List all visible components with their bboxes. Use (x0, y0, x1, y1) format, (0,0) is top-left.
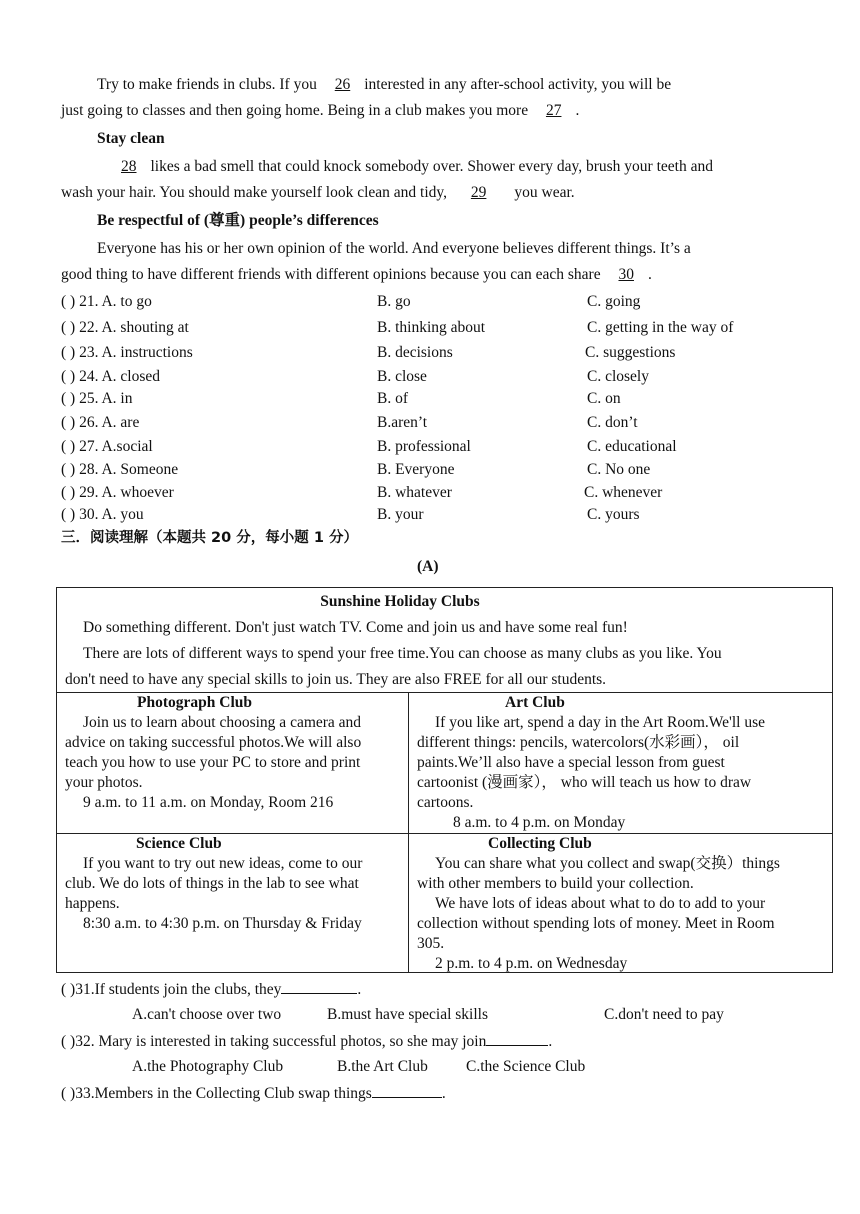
option-b: B. professional (377, 438, 471, 455)
question-stem: ( ) 25. A. in (61, 390, 133, 407)
option-c: C. closely (587, 368, 649, 385)
option-a: A.can't choose over two (132, 1006, 282, 1023)
ad-intro-line: Do something different. Don't just watch TV. Come and join us and have some real fun! (83, 619, 628, 636)
answer-blank (281, 979, 357, 994)
question-stem: ( ) 23. A. instructions (61, 344, 193, 361)
option-b: B. thinking about (377, 319, 486, 336)
option-b: B. of (377, 390, 408, 407)
option-b: B. Everyone (377, 461, 455, 478)
club-text: advice on taking successful photos.We will also (65, 734, 362, 751)
club-text: different things: pencils, watercolors(水彩画）， oil (417, 734, 740, 751)
table-column-divider (408, 692, 409, 972)
question-stem: ( )32. Mary is interested in taking successful photos, so she may join (61, 1033, 487, 1050)
question-stem: ( ) 26. A. are (61, 414, 140, 431)
option-c: C.the Science Club (466, 1058, 586, 1075)
passage-text: Try to make friends in clubs. If you (97, 76, 321, 93)
club-text: teach you how to use your PC to store and print (65, 754, 361, 771)
blank-26: 26 (334, 76, 351, 93)
blank-27: 27 (545, 102, 562, 119)
option-b: B. close (377, 368, 427, 385)
collecting-club-cell (417, 834, 831, 974)
club-text: happens. (65, 895, 120, 912)
option-c: C. whenever (584, 484, 663, 501)
club-text: club. We do lots of things in the lab to see what (65, 875, 359, 892)
option-b: B. whatever (377, 484, 452, 501)
club-text: your photos. (65, 774, 143, 791)
question-stem: ( ) 22. A. shouting at (61, 319, 189, 336)
option-b: B.must have special skills (327, 1006, 489, 1023)
passage-line (61, 101, 579, 120)
clubs-ad-table (56, 587, 833, 973)
passage-text: wash your hair. You should make yourself look clean and tidy, (61, 184, 451, 201)
passage-line: Everyone has his or her own opinion of the world. And everyone believes different things. It’s a (97, 240, 691, 257)
question-stem: ( )31.If students join the clubs, they (61, 981, 282, 998)
passage-line (97, 75, 671, 94)
question-stem: ( ) 29. A. whoever (61, 484, 174, 501)
option-b: B. your (377, 506, 424, 523)
option-c: C. going (587, 293, 641, 310)
club-text: Join us to learn about choosing a camera and (83, 714, 362, 731)
question-end: . (441, 1085, 446, 1102)
blank-30: 30 (618, 266, 634, 283)
blank-29: 29 (470, 184, 487, 201)
passage-text: you wear. (514, 184, 575, 201)
passage-line (106, 157, 713, 176)
club-text: You can share what you collect and swap(交换）things (435, 855, 780, 872)
passage-line (61, 265, 652, 284)
passage-text: just going to classes and then going home. Being in a club makes you more (61, 102, 532, 119)
club-text: paints.We’ll also have a special lesson from guest (417, 754, 725, 771)
club-text: 305. (417, 935, 445, 952)
question-stem: ( ) 27. A.social (61, 438, 153, 455)
answer-blank (486, 1031, 548, 1046)
option-c: C. suggestions (585, 344, 676, 361)
question-stem: ( ) 21. A. to go (61, 293, 152, 310)
club-text: cartoonist (漫画家）， who will teach us how to draw (417, 774, 752, 791)
club-text: collection without spending lots of money. Meet in Room (417, 915, 775, 932)
part-label: (A) (417, 558, 439, 575)
passage-text: . (647, 266, 652, 283)
question-end: . (357, 981, 362, 998)
question-32 (61, 1031, 552, 1051)
club-text: cartoons. (417, 794, 474, 811)
question-33 (61, 1083, 446, 1103)
option-b: B. go (377, 293, 411, 310)
club-time: 8:30 a.m. to 4:30 p.m. on Thursday & Friday (83, 915, 362, 932)
club-name: Art Club (505, 694, 565, 711)
art-club-cell (417, 693, 831, 833)
club-name: Science Club (136, 835, 222, 852)
passage-text: . (575, 102, 580, 119)
question-stem: ( ) 30. A. you (61, 506, 144, 523)
question-end: . (548, 1033, 553, 1050)
club-text: If you want to try out new ideas, come to our (83, 855, 363, 872)
option-c: C. don’t (587, 414, 638, 431)
photograph-club-cell (65, 693, 405, 813)
passage-text: interested in any after-school activity, you will be (364, 76, 672, 93)
passage-text: good thing to have different friends with different opinions because you can each share (61, 266, 605, 283)
club-time: 2 p.m. to 4 p.m. on Wednesday (435, 955, 628, 972)
ad-intro-line: don't need to have any special skills to join us. They are also FREE for all our students. (65, 671, 607, 688)
club-time: 9 a.m. to 11 a.m. on Monday, Room 216 (83, 794, 334, 811)
option-c: C. yours (587, 506, 640, 523)
science-club-cell (65, 834, 405, 934)
option-b: B.aren’t (377, 414, 428, 431)
option-c: C. getting in the way of (587, 319, 734, 336)
blank-28: 28 (121, 158, 137, 175)
section-title: 三．阅读理解（本题共 20 分，每小题 1 分） (61, 530, 358, 546)
question-stem: ( )33.Members in the Collecting Club swap things (61, 1085, 372, 1102)
option-c: C.don't need to pay (604, 1006, 724, 1023)
ad-title: Sunshine Holiday Clubs (320, 593, 480, 610)
club-text: If you like art, spend a day in the Art Room.We'll use (435, 714, 765, 731)
section-heading: Be respectful of (尊重) people’s differences (97, 212, 379, 229)
passage-line (61, 183, 575, 202)
club-name: Collecting Club (488, 835, 592, 852)
answer-blank (372, 1083, 442, 1098)
club-time: 8 a.m. to 4 p.m. on Monday (453, 814, 626, 831)
club-text: We have lots of ideas about what to do to add to your (435, 895, 766, 912)
club-name: Photograph Club (137, 694, 252, 711)
option-c: C. on (587, 390, 621, 407)
section-heading: Stay clean (97, 130, 165, 147)
question-stem: ( ) 28. A. Someone (61, 461, 179, 478)
option-c: C. No one (587, 461, 651, 478)
passage-text: likes a bad smell that could knock somebody over. Shower every day, brush your teeth and (150, 158, 713, 175)
option-c: C. educational (587, 438, 677, 455)
option-b: B. decisions (377, 344, 453, 361)
question-31 (61, 979, 361, 999)
club-text: with other members to build your collection. (417, 875, 694, 892)
option-a: A.the Photography Club (132, 1058, 284, 1075)
ad-intro-line: There are lots of different ways to spend your free time.You can choose as many clubs as you like. You (83, 645, 722, 662)
question-stem: ( ) 24. A. closed (61, 368, 161, 385)
option-b: B.the Art Club (337, 1058, 428, 1075)
